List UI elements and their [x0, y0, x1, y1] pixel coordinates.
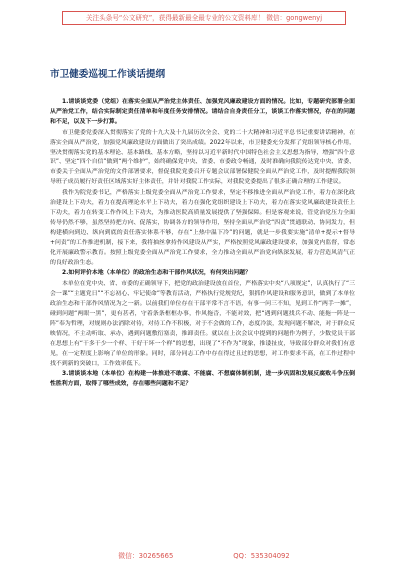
header-banner: 关注头条号“公文研究”，获得最新最全最专业的公文资料库！ 微信：gongwenyj	[62, 11, 346, 25]
footer-qq: QQ：535304092	[233, 552, 290, 560]
answer-paragraph: 我作为院党委书记，严格落实上级党委全面从严治党工作要求，坚定不移推进全面从严治党工作，着力在深化政治建设上下功夫，着力在提高理论水平上下功夫，着力在强化党组织建设上下功夫，着力在落实党风廉政建设责任上下功夫，着力在转变工作作风上下功夫，为推动医院高质量发展提供了坚强保障。但是客观来说，管党治党压力全面传导仍然不够，虽然坚持把方向、促落实，协调各方的领导作用，坚持全面从严治党“四责”贯通联动、协同发力，但构建横向到边、纵向到底的责任落实体系不够，存在“上热中温下冷”的问题，就是一步我要实施“清单+提示+督导+问责”的工作推进机制，接下来，我将抽丝拿持作风建设从严实，严格按照党风廉政建设要求，加强党内监督，常态化开展廉政警示教育。按照上级党委全面从严治党工作要求，全力推动全面从严治党向纵深发展，着力营造风清气正的良好政治生态。	[50, 190, 355, 266]
footer-contact	[0, 550, 408, 560]
document-body	[50, 98, 355, 391]
question-paragraph: 2.如何评价本地（本单位）的政治生态和干部作风状况，有何突出问题？	[62, 270, 251, 277]
footer-wechat: 微信：30265665	[118, 552, 174, 560]
question-paragraph: 1.请谈谈党委（党组）在落实全面从严治党主体责任、加强党风廉政建设方面的情况。比如，专题研究部署全面从严治党工作，结合实际制定责任清单和年度任务安排情况。请结合自身责任分工，谈谈工作落实情况，存在的问题和不足，以及下一步打算。	[50, 99, 355, 125]
document-title: 市卫健委巡视工作谈话提纲	[50, 69, 166, 80]
question-paragraph: 3.请谈谈本地（本单位）在构建一体推进不敢腐、不能腐、不想腐体制机制，进一步巩固和发展反腐败斗争压倒性胜利方面，取得了哪些成效，存在哪些问题和不足？	[50, 371, 355, 388]
answer-paragraph: 本单位在党中央、省、市委的正确领导下，把党的政治建设放在首位，严格落实中央“八项规定”，认真执行了“三会一课”“主题党日”“不忘初心、牢记使命”等教育活动，严格执行党规党纪，狠抓作风建设和服务意识，做到了本单位政治生态和干部作风情况为之一新。以前我们单位存在干部平常不言不语，有事一问三不知，见到工作“两手一摊”，碰到问题“两眼一黑”，更有甚者，守着条条框框办事，作风拖沓，不能对效，把“遇到问题找兵不动、能拖一阵是一阵”奉为哲理，对规则办法消除对待，对待工作不积极，对于不会做的工作，态度冷淡，发现问题不解决，对于群众反映情况，不主动听取、承办，遇到问题敷衍塞责，推卸责任。就以在上次会议中提到的问题作为例子，少数党员干部在思想上有“干多干少一个样、干好干坏一个样”的思想，出现了“不作为”现象，推诿扯皮，导致部分群众对我们有意见，在一定程度上影响了单位的形象。同时，部分同志工作中存在得过且过的思想，对工作要求不高，在工作过程中找不到新的突破口，工作效率低下。	[50, 281, 355, 367]
answer-paragraph: 市卫健委党委深入贯彻落实了党的十九大及十九届历次全会、党的二十大精神和习近平总书记重要讲话精神，在落实全面从严治党，加强党风廉政建设方面做出了突出成绩。2022年以来，市卫健委充分发挥了党组领导核心作用，坚决贯彻落实党的基本理论、基本路线、基本方略，坚持以习近平新时代中国特色社会主义思想为指导，增强“四个意识”、坚定“四个自信”做到“两个维护”，始终确保党中央、省委、市委政令畅通，及时准确向我院传达党中央、省委、市委关于全面从严治党的文件部署要求，督促我院党委召开专题会议部署保健院全面从严治党工作，及时提醒我院领导班子成员履行好责任区域落实好主体责任，并针对我院工作实际，对我院党委提出了很多正确合理的工作建议。	[50, 129, 355, 186]
